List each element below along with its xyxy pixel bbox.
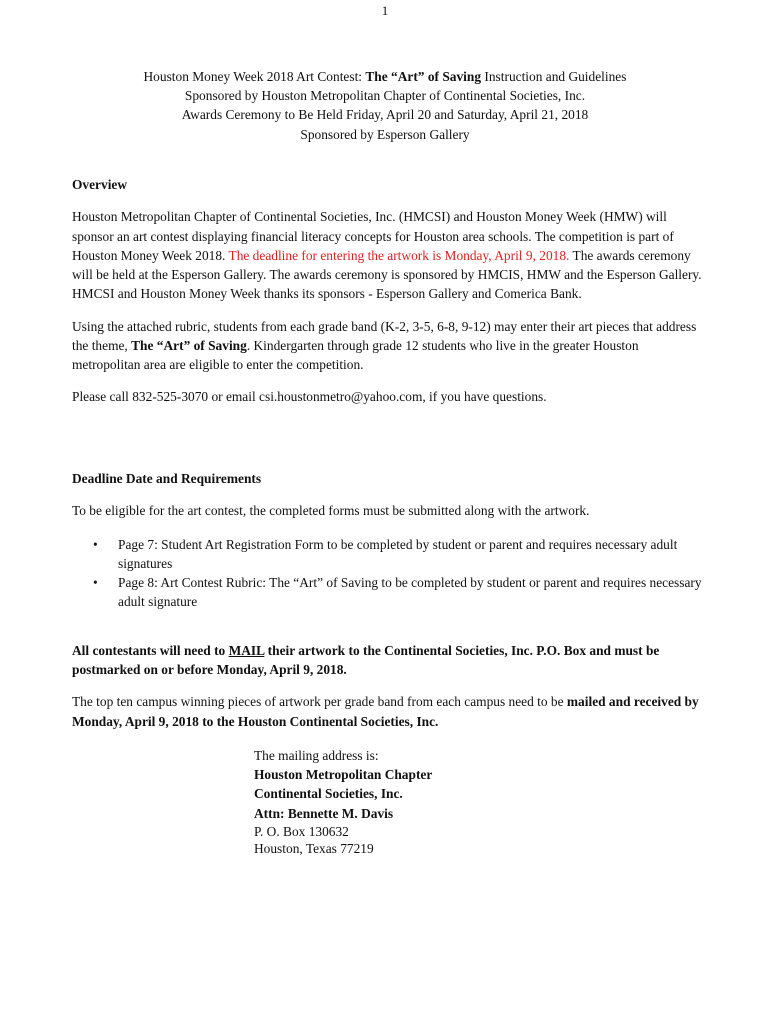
address-line-3: Attn: Bennette M. Davis [254, 805, 394, 821]
overview-theme: The “Art” of Saving [131, 338, 247, 354]
header-title-prefix: Houston Money Week 2018 Art Contest: [143, 69, 366, 84]
overview-heading: Overview [72, 177, 128, 192]
mail-requirement [72, 641, 702, 680]
overview-paragraph-2 [72, 317, 702, 375]
requirements-list [72, 535, 702, 612]
mailing-address [254, 746, 654, 857]
mail-emphasis: MAIL [228, 642, 265, 658]
deadline-intro: To be eligible for the art contest, the completed forms must be submitted along with the artwork. [72, 503, 590, 519]
top-ten-text: The top ten campus winning pieces of artwork per grade band from each campus need to be [72, 694, 567, 710]
top-ten-paragraph [72, 692, 702, 731]
overview-paragraph-3: Please call 832-525-3070 or email csi.houstonmetro@yahoo.com, if you have questions. [72, 388, 547, 404]
bullet-icon: • [93, 536, 98, 552]
header-ceremony-line: Awards Ceremony to Be Held Friday, April 20 and Saturday, April 21, 2018 [181, 107, 589, 123]
top-ten-deadline: mailed and received by Monday, April 9, 2018 to the Houston Continental Societies, Inc. [72, 694, 699, 729]
address-line-5: Houston, Texas 77219 [254, 840, 374, 856]
overview-p1-text-cont: The awards ceremony will be held at the Esperson Gallery. The awards ceremony is sponsored by HMCIS, HMW and the Esperson Gallery. HMCSI and Houston Money Week thanks its sponsors - Esperson Gallery and Comerica Bank. [72, 247, 702, 302]
address-line-2: Continental Societies, Inc. [254, 786, 403, 802]
header-sponsor-line: Sponsored by Houston Metropolitan Chapter of Continental Societies, Inc. [184, 88, 586, 104]
overview-paragraph-1 [72, 207, 702, 303]
address-intro: The mailing address is: [254, 748, 379, 763]
overview-section [72, 175, 702, 406]
list-item [72, 535, 702, 574]
mail-requirement-text: All contestants will need to [72, 642, 229, 658]
header-title-line [0, 67, 770, 86]
overview-p2-text-cont: . Kindergarten through grade 12 students who live in the greater Houston metropolitan area are eligible to enter the competition. [72, 338, 639, 373]
header-title-suffix: Instruction and Guidelines [481, 69, 627, 84]
deadline-section [72, 469, 702, 731]
deadline-heading: Deadline Date and Requirements [72, 471, 262, 486]
overview-p1-text: Houston Metropolitan Chapter of Continental Societies, Inc. (HMCSI) and Houston Money Week (HMW) will sponsor an art contest displaying financial literacy concepts for Houston area schools. The competition is part of Houston Money Week 2018. [72, 209, 674, 263]
deadline-notice: The deadline for entering the artwork is Monday, April 9, 2018. [228, 247, 570, 263]
mail-requirement-text-cont: their artwork to the Continental Societies, Inc. P.O. Box and must be postmarked on or before Monday, April 9, 2018. [72, 642, 660, 678]
address-line-4: P. O. Box 130632 [254, 823, 349, 839]
list-item-text: Page 8: Art Contest Rubric: The “Art” of Saving to be completed by student or parent and requires necessary adult signature [118, 575, 702, 610]
bullet-icon: • [93, 575, 98, 591]
document-header [0, 67, 770, 144]
page-number: 1 [381, 3, 389, 18]
list-item-text: Page 7: Student Art Registration Form to be completed by student or parent and requires necessary adult signatures [118, 536, 678, 571]
header-gallery-line: Sponsored by Esperson Gallery [300, 126, 470, 142]
contest-theme: The “Art” of Saving [365, 69, 482, 84]
address-line-1: Houston Metropolitan Chapter [254, 767, 433, 783]
overview-p2-text: Using the attached rubric, students from each grade band (K-2, 3-5, 6-8, 9-12) may enter their art pieces that address the theme, [72, 318, 697, 354]
list-item [72, 573, 702, 612]
